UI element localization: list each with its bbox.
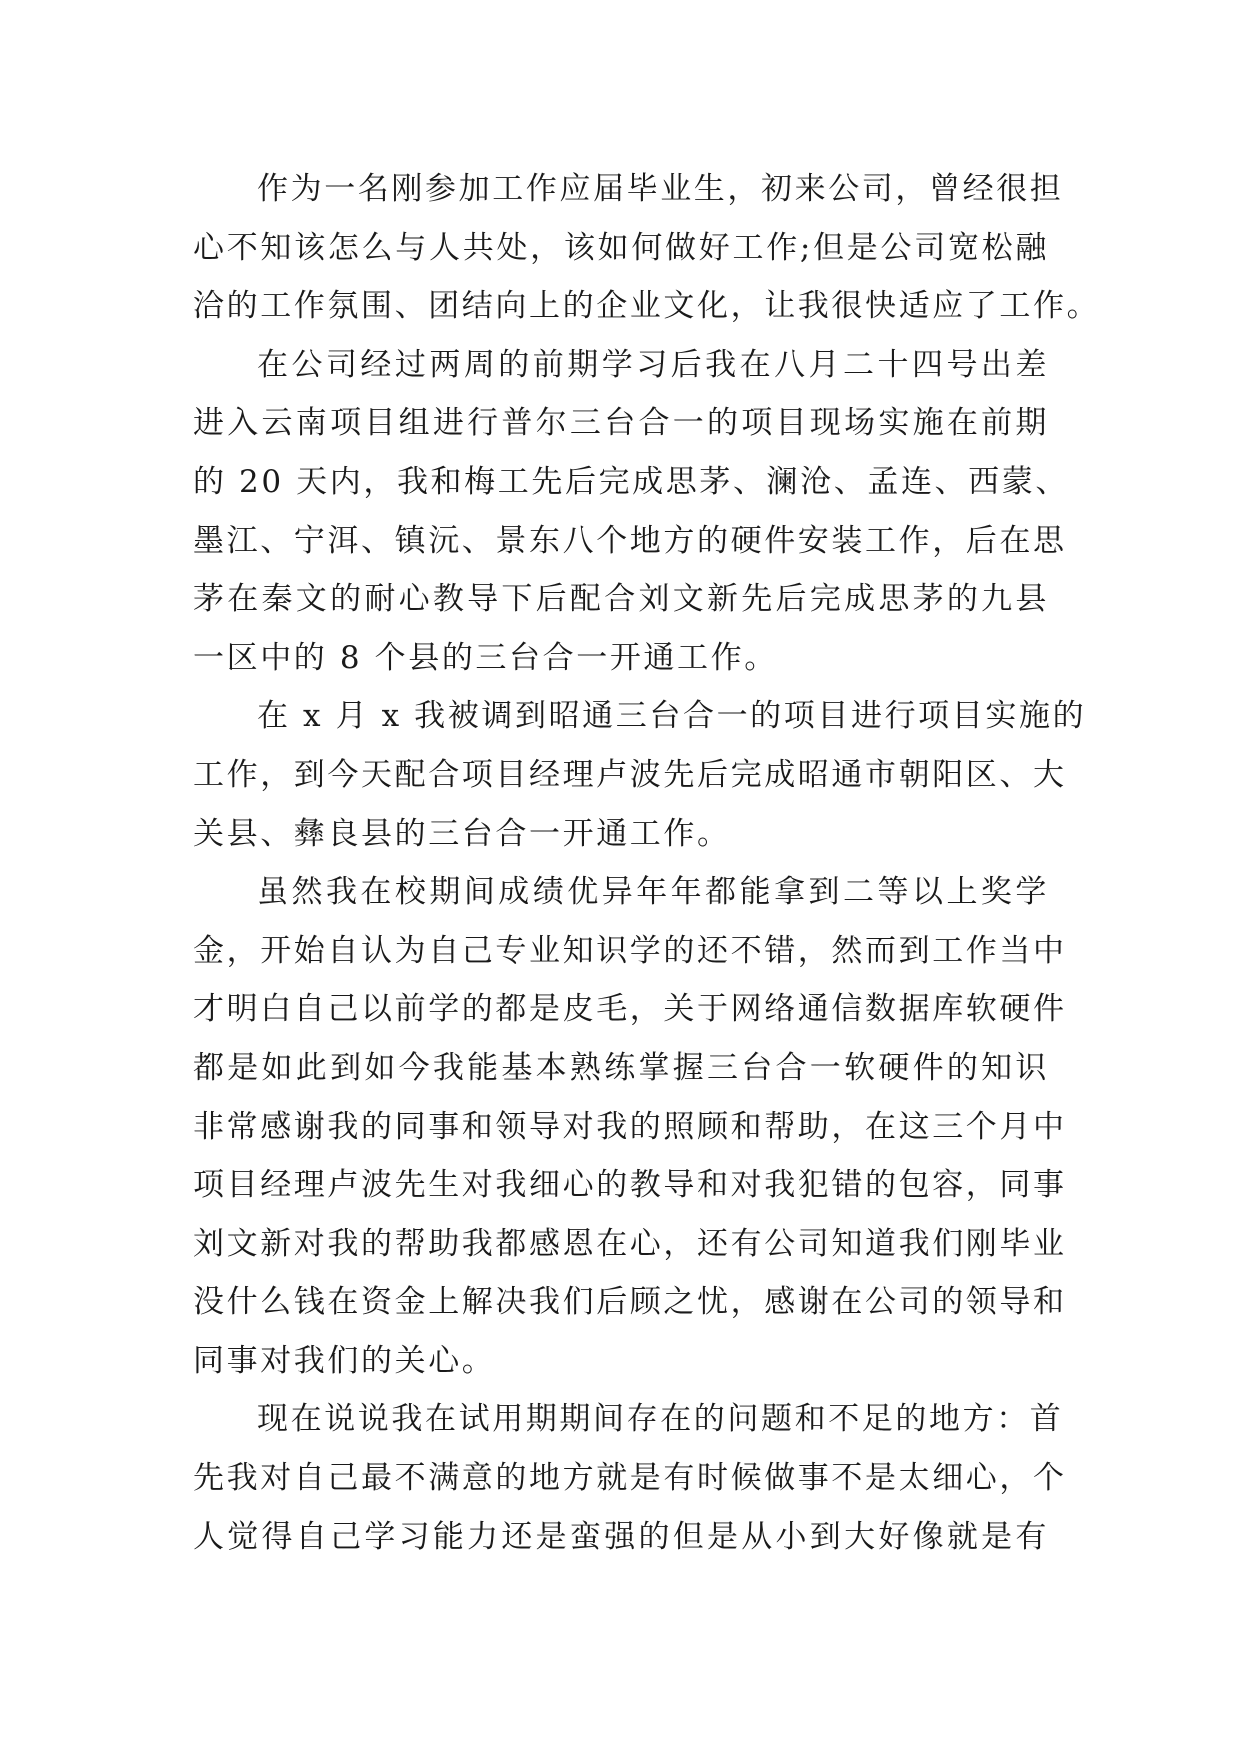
text-line: 现在说说我在试用期期间存在的问题和不足的地方：首: [257, 1401, 1064, 1438]
text-line: 没什么钱在资金上解决我们后顾之忧，感谢在公司的领导和: [193, 1284, 1067, 1321]
paragraph-5: [193, 1390, 1067, 1566]
paragraph-3: [193, 687, 1087, 863]
text-line: 才明白自己以前学的都是皮毛，关于网络通信数据库软硬件: [193, 991, 1067, 1028]
text-line: 关县、彝良县的三台合一开通工作。: [193, 815, 731, 852]
text-line: 先我对自己最不满意的地方就是有时候做事不是太细心，个: [193, 1460, 1067, 1497]
text-line: 在公司经过两周的前期学习后我在八月二十四号出差: [257, 346, 1049, 383]
text-line: 进入云南项目组进行普尔三台合一的项目现场实施在前期: [193, 405, 1049, 442]
text-line: 作为一名刚参加工作应届毕业生，初来公司，曾经很担: [257, 171, 1064, 207]
text-line: 墨江、宁洱、镇沅、景东八个地方的硬件安装工作，后在思: [193, 522, 1067, 559]
text-line: 洽的工作氛围、团结向上的企业文化，让我很快适应了工作。: [193, 288, 1101, 325]
text-line: 心不知该怎么与人共处，该如何做好工作;但是公司宽松融: [193, 229, 1049, 266]
text-line: 刘文新对我的帮助我都感恩在心，还有公司知道我们刚毕业: [193, 1225, 1067, 1262]
text-line: 在 x 月 x 我被调到昭通三台合一的项目进行项目实施的: [257, 698, 1087, 735]
text-line: 人觉得自己学习能力还是蛮强的但是从小到大好像就是有: [193, 1518, 1049, 1555]
paragraph-2: [193, 336, 1069, 688]
text-line: 同事对我们的关心。: [193, 1342, 496, 1379]
text-line: 茅在秦文的耐心教导下后配合刘文新先后完成思茅的九县: [193, 581, 1049, 618]
document-body: [193, 160, 1101, 1566]
text-line: 都是如此到如今我能基本熟练掌握三台合一软硬件的知识: [193, 1049, 1049, 1086]
text-line: 一区中的 8 个县的三台合一开通工作。: [193, 639, 778, 676]
text-line: 金，开始自认为自己专业知识学的还不错，然而到工作当中: [193, 932, 1067, 969]
text-line: 项目经理卢波先生对我细心的教导和对我犯错的包容，同事: [193, 1167, 1067, 1204]
paragraph-1: [193, 160, 1101, 336]
text-line: 非常感谢我的同事和领导对我的照顾和帮助，在这三个月中: [193, 1108, 1067, 1145]
text-line: 的 20 天内，我和梅工先后完成思茅、澜沧、孟连、西蒙、: [193, 463, 1069, 500]
text-line: 虽然我在校期间成绩优异年年都能拿到二等以上奖学: [257, 874, 1049, 911]
text-line: 工作，到今天配合项目经理卢波先后完成昭通市朝阳区、大: [193, 756, 1067, 793]
paragraph-4: [193, 863, 1067, 1390]
